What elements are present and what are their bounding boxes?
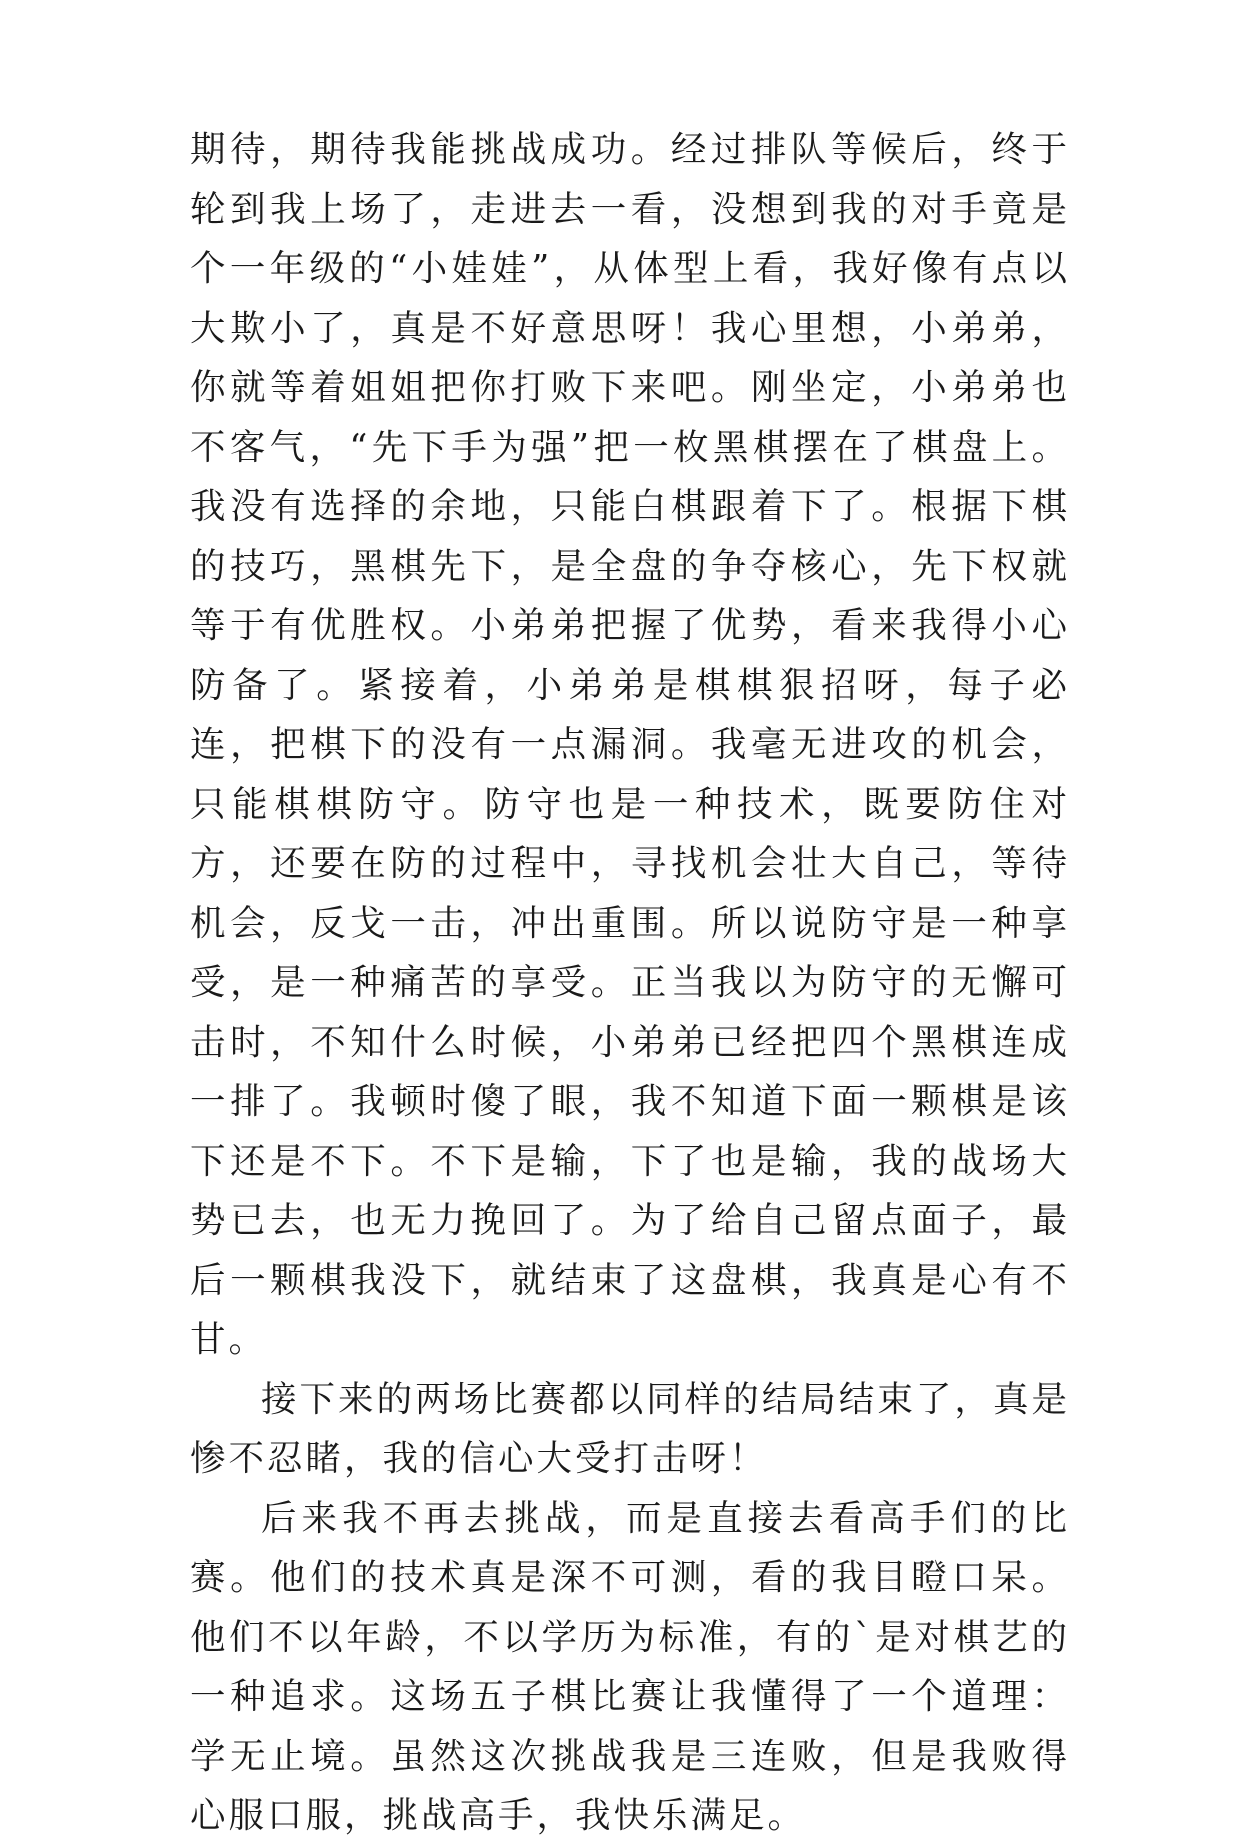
document-body	[190, 120, 1070, 1846]
paragraph-2: 接下来的两场比赛都以同样的结局结束了，真是惨不忍睹，我的信心大受打击呀！	[190, 1378, 1070, 1479]
paragraph-1: 期待，期待我能挑战成功。经过排队等候后，终于轮到我上场了，走进去一看，没想到我的对手竟是个一年级的“小娃娃”，从体型上看，我好像有点以大欺小了，真是不好意思呀！我心里想，小弟弟，你就等着姐姐把你打败下来吧。刚坐定，小弟弟也不客气，“先下手为强”把一枚黑棋摆在了棋盘上。我没有选择的余地，只能白棋跟着下了。根据下棋的技巧，黑棋先下，是全盘的争夺核心，先下权就等于有优胜权。小弟弟把握了优势，看来我得小心防备了。紧接着，小弟弟是棋棋狠招呀，每子必连，把棋下的没有一点漏洞。我毫无进攻的机会，只能棋棋防守。防守也是一种技术，既要防住对方，还要在防的过程中，寻找机会壮大自己，等待机会，反戈一击，冲出重围。所以说防守是一种享受，是一种痛苦的享受。正当我以为防守的无懈可击时，不知什么时候，小弟弟已经把四个黑棋连成一排了。我顿时傻了眼，我不知道下面一颗棋是该下还是不下。不下是输，下了也是输，我的战场大势已去，也无力挽回了。为了给自己留点面子，最后一颗棋我没下，就结束了这盘棋，我真是心有不甘。	[190, 129, 1070, 1360]
paragraph-3: 后来我不再去挑战，而是直接去看高手们的比赛。他们的技术真是深不可测，看的我目瞪口呆。他们不以年龄，不以学历为标准，有的`是对棋艺的一种追求。这场五子棋比赛让我懂得了一个道理：学无止境。虽然这次挑战我是三连败，但是我败得心服口服，挑战高手，我快乐满足。	[190, 1497, 1070, 1836]
